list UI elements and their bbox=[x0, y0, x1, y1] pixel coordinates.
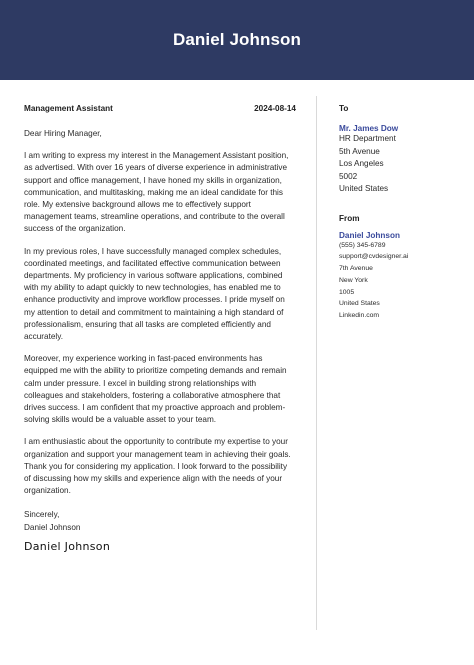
salutation: Dear Hiring Manager, bbox=[24, 129, 102, 138]
letter-body bbox=[24, 104, 296, 553]
closing-name: Daniel Johnson bbox=[24, 522, 81, 532]
recipient-line: Los Angeles bbox=[339, 159, 384, 168]
to-heading: To bbox=[339, 104, 349, 113]
recipient-line: United States bbox=[339, 184, 389, 193]
recipient-line: 5th Avenue bbox=[339, 146, 380, 156]
sender-phone: (555) 345-6789 bbox=[339, 241, 386, 249]
sender-contact bbox=[339, 240, 469, 323]
paragraph: I am enthusiastic about the opportunity to contribute my expertise to your organization and support your management team in achieving their goals. Thank you for considering my application. I look forward to the possibility of discussing how my skills and experience align with the needs of your organization. bbox=[24, 437, 291, 496]
paragraph: In my previous roles, I have successfully managed complex schedules, coordinated meetings, and facilitated effective communication between departments. My proficiency in various software applications, combined with my ability to adapt quickly to new technologies, has enabled me to enhance productivity and improve workflow processes. I pride myself on my attention to detail and commitment to maintaining a high standard of professionalism, ensuring that all tasks are completed efficiently and accurately. bbox=[24, 246, 285, 342]
sender-line: 7th Avenue bbox=[339, 265, 373, 273]
sender-line: 1005 bbox=[339, 288, 355, 296]
letter-date: 2024-08-14 bbox=[254, 104, 296, 113]
recipient-name: Mr. James Dow bbox=[339, 124, 399, 133]
signature: Daniel Johnson bbox=[24, 539, 111, 553]
position-title: Management Assistant bbox=[24, 104, 113, 113]
closing-phrase: Sincerely, bbox=[24, 510, 60, 520]
column-divider bbox=[316, 96, 317, 630]
applicant-name: Daniel Johnson bbox=[173, 30, 301, 49]
letter-meta-row bbox=[24, 104, 296, 113]
header-banner bbox=[0, 0, 474, 80]
recipient-line: 5002 bbox=[339, 171, 358, 181]
sender-line: United States bbox=[339, 300, 380, 308]
recipient-line: HR Department bbox=[339, 134, 396, 143]
paragraph: I am writing to express my interest in the Management Assistant position, as advertised. With over 16 years of diverse experience in administrative support and office management, I have honed my skills in organization, communication, and multitasking, making me an ideal candidate for this role. My extensive background allows me to effectively support management teams, streamline operations, and contribute to the overall success of the organization. bbox=[24, 151, 289, 234]
from-heading: From bbox=[339, 213, 360, 223]
sender-name: Daniel Johnson bbox=[339, 230, 400, 240]
sender-email: support@cvdesigner.ai bbox=[339, 253, 409, 261]
sender-linkedin: Linkedin.com bbox=[339, 312, 380, 320]
address-sidebar bbox=[339, 104, 469, 322]
closing bbox=[24, 509, 296, 533]
paragraph: Moreover, my experience working in fast-paced environments has equipped me with the ability to prioritize competing demands and remain calm under pressure. I excel in building strong relationships with colleagues and stakeholders, fostering a collaborative atmosphere that drives success. I am confident that my proactive approach and problem-solving skills would be a valuable asset to your team. bbox=[24, 354, 287, 425]
sender-line: New York bbox=[339, 276, 368, 284]
recipient-address bbox=[339, 133, 469, 196]
